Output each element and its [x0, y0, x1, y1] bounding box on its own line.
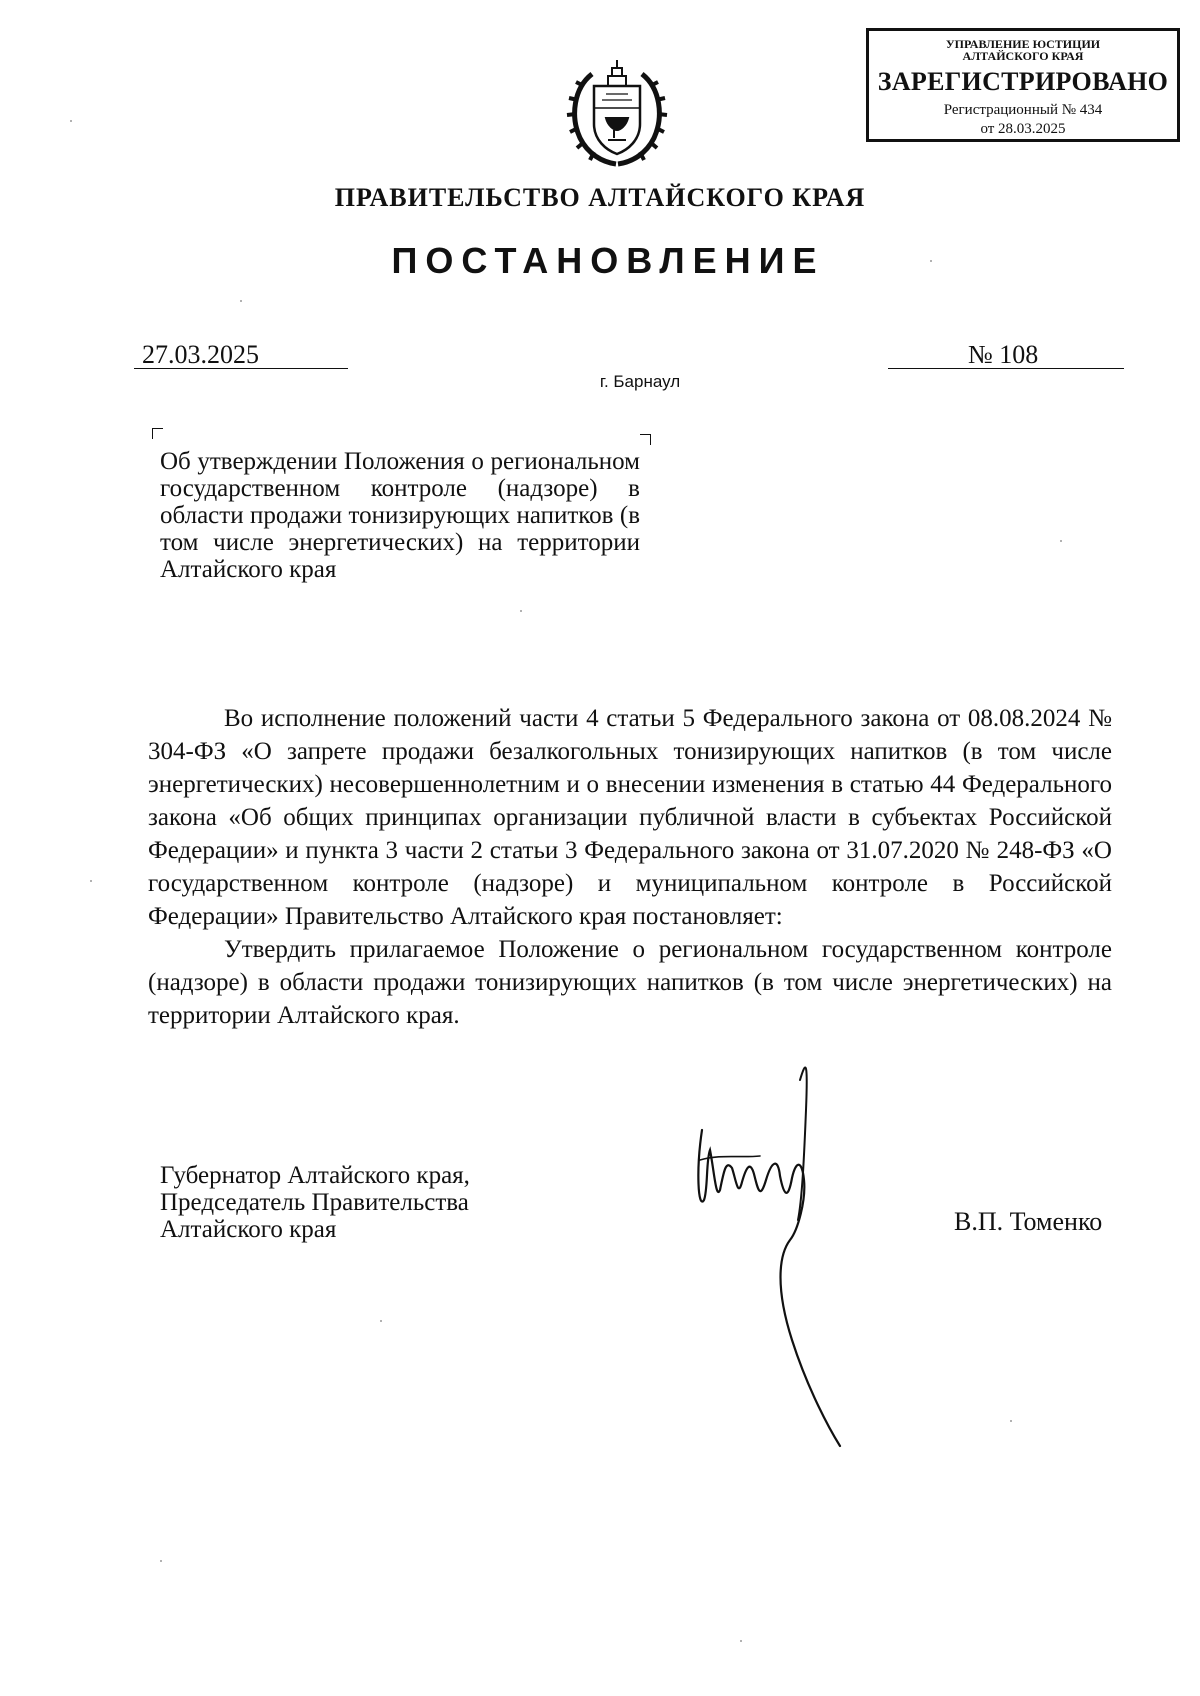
document-type-title: ПОСТАНОВЛЕНИЕ: [391, 240, 825, 281]
stamp-registration-number: Регистрационный № 434: [943, 102, 1103, 118]
scan-speck: [380, 1320, 382, 1322]
authority-title: ПРАВИТЕЛЬСТВО АЛТАЙСКОГО КРАЯ: [334, 183, 866, 212]
document-body: [148, 702, 1112, 1032]
signatory-title-line: Председатель Правительства: [160, 1189, 469, 1216]
registration-stamp: [866, 28, 1180, 142]
scan-speck: [90, 880, 92, 882]
scan-speck: [1060, 540, 1062, 542]
scan-speck: [70, 120, 72, 122]
document-date: 27.03.2025: [142, 340, 259, 369]
subject-bracket-right: [640, 434, 651, 445]
scan-speck: [740, 1640, 742, 1642]
stamp-registered-label: ЗАРЕГИСТРИРОВАНО: [877, 67, 1169, 96]
signatory-name: В.П. Томенко: [954, 1207, 1103, 1236]
number-underline: [888, 368, 1124, 369]
subject-bracket-left: [152, 428, 163, 439]
stamp-agency-line1: УПРАВЛЕНИЕ ЮСТИЦИИ: [945, 37, 1101, 51]
handwritten-signature-icon: [680, 1050, 870, 1450]
scan-speck: [520, 610, 522, 612]
document-subject: Об утверждении Положения о региональном государственном контроле (надзоре) в области продажи тонизирующих напитков (в том числе энергетических) на территории Алтайского края: [160, 448, 640, 583]
coat-of-arms-icon: [562, 52, 672, 170]
signatory-title-line: Губернатор Алтайского края,: [160, 1162, 470, 1189]
body-paragraph: Во исполнение положений части 4 статьи 5 Федерального закона от 08.08.2024 № 304-ФЗ «О запрете продажи безалкогольных тонизирующих напитков (в том числе энергетических) несовершеннолетним и о внесении изменения в статью 44 Федерального закона «Об общих принципах организации публичной власти в субъектах Российской Федерации» и пункта 3 части 2 статьи 3 Федерального закона от 31.07.2020 № 248-ФЗ «О государственном контроле (надзоре) и муниципальном контроле в Российской Федерации» Правительство Алтайского края постановляет:: [148, 705, 1112, 930]
body-paragraph: Утвердить прилагаемое Положение о региональном государственном контроле (надзоре) в области продажи тонизирующих напитков (в том числе энергетических) на территории Алтайского края.: [148, 936, 1112, 1029]
document-number: № 108: [968, 340, 1039, 369]
scan-speck: [240, 300, 242, 302]
stamp-registration-date: от 28.03.2025: [980, 121, 1066, 137]
signatory-title-line: Алтайского края: [160, 1216, 337, 1243]
scan-speck: [930, 260, 932, 262]
date-underline: [134, 368, 348, 369]
scan-speck: [1010, 1420, 1012, 1422]
signatory-title: [160, 1162, 580, 1243]
scan-speck: [160, 1560, 162, 1562]
stamp-agency-line2: АЛТАЙСКОГО КРАЯ: [962, 49, 1084, 63]
document-city: г. Барнаул: [599, 372, 681, 391]
